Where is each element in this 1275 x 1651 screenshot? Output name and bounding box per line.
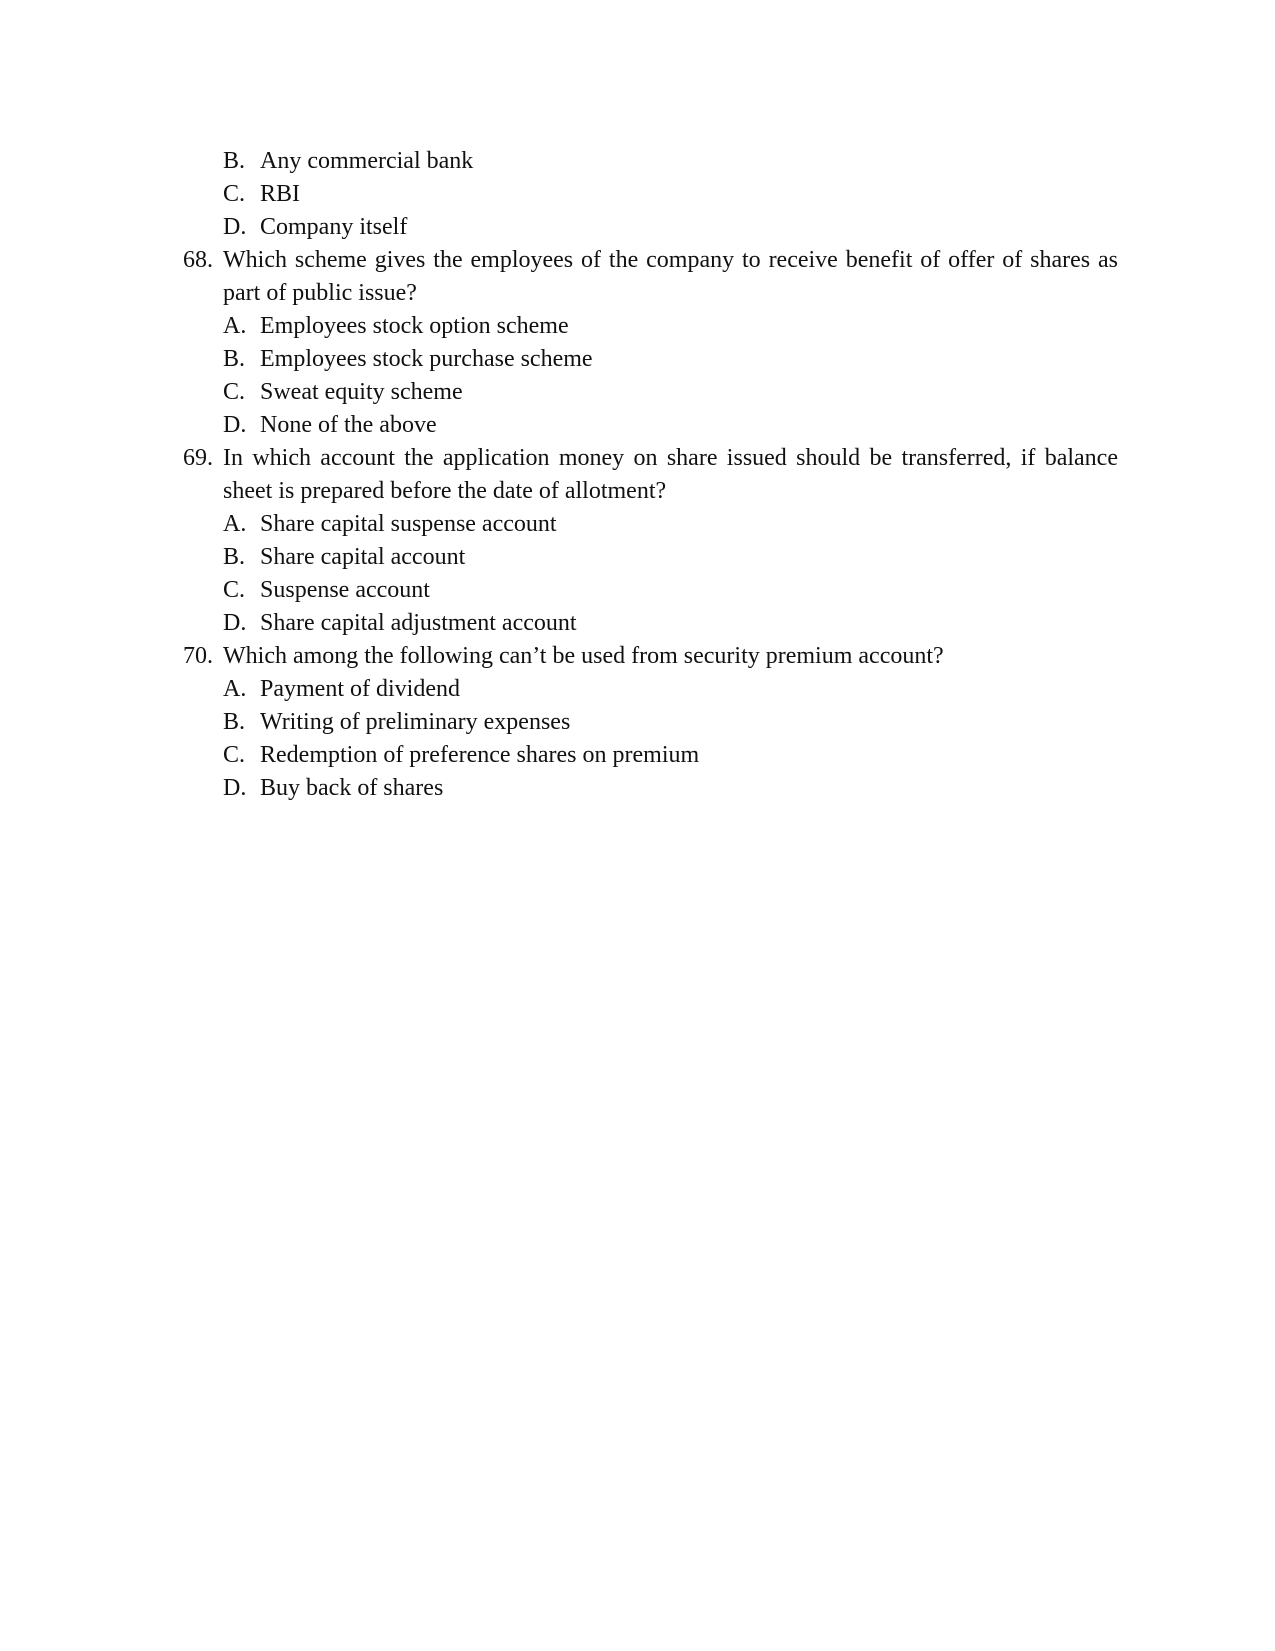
question-text: Which scheme gives the employees of the company to receive benefit of offer of shares as part of public issue? (223, 247, 1118, 306)
option-item (183, 178, 1118, 211)
option-item (183, 310, 1118, 343)
question-list (183, 145, 1118, 805)
option-item (183, 739, 1118, 772)
option-text: Company itself (260, 214, 408, 240)
option-letter: D. (223, 214, 247, 240)
option-item (183, 145, 1118, 178)
option-text: RBI (260, 181, 301, 207)
option-text: Any commercial bank (260, 148, 474, 174)
option-letter: C. (223, 181, 246, 207)
option-text: Redemption of preference shares on premium (260, 742, 700, 768)
option-item (183, 706, 1118, 739)
question-68 (183, 244, 1118, 310)
option-text: Buy back of shares (260, 775, 444, 801)
question-text: In which account the application money on share issued should be transferred, if balance sheet is prepared before the date of allotment? (223, 445, 1118, 504)
option-item (183, 409, 1118, 442)
question-69 (183, 442, 1118, 508)
option-item (183, 211, 1118, 244)
option-letter: D. (223, 775, 247, 801)
option-letter: B. (223, 346, 246, 372)
option-letter: B. (223, 709, 246, 735)
option-text: Sweat equity scheme (260, 379, 463, 405)
option-letter: B. (223, 148, 246, 174)
option-text: Suspense account (260, 577, 430, 603)
option-letter: D. (223, 610, 247, 636)
option-item (183, 673, 1118, 706)
option-letter: A. (223, 676, 247, 702)
option-letter: B. (223, 544, 246, 570)
option-item (183, 376, 1118, 409)
question-70 (183, 640, 1118, 673)
option-text: Payment of dividend (260, 676, 460, 702)
option-item (183, 607, 1118, 640)
option-text: Employees stock purchase scheme (260, 346, 593, 372)
option-letter: A. (223, 313, 247, 339)
question-text: Which among the following can’t be used from security premium account? (223, 643, 944, 669)
option-item (183, 541, 1118, 574)
option-letter: A. (223, 511, 247, 537)
option-text: Share capital adjustment account (260, 610, 577, 636)
question-number: 68. (183, 247, 213, 273)
option-item (183, 343, 1118, 376)
option-letter: D. (223, 412, 247, 438)
option-text: Employees stock option scheme (260, 313, 569, 339)
option-text: Share capital account (260, 544, 466, 570)
option-text: None of the above (260, 412, 437, 438)
question-number: 69. (183, 445, 213, 471)
option-item (183, 574, 1118, 607)
option-letter: C. (223, 379, 246, 405)
question-number: 70. (183, 643, 213, 669)
option-letter: C. (223, 742, 246, 768)
option-item (183, 772, 1118, 805)
option-letter: C. (223, 577, 246, 603)
option-text: Writing of preliminary expenses (260, 709, 571, 735)
option-item (183, 508, 1118, 541)
option-text: Share capital suspense account (260, 511, 557, 537)
